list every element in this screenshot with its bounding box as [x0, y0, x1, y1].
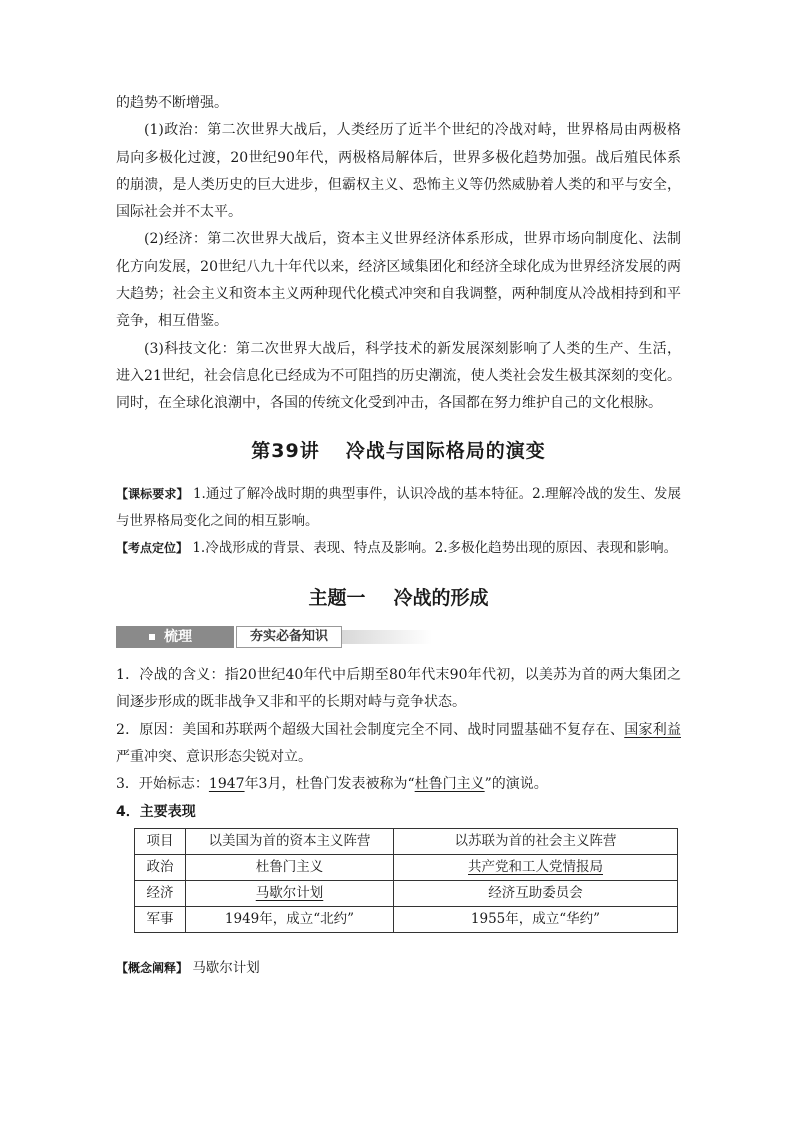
banner-review: [116, 626, 234, 648]
table-cell: 军事: [135, 906, 186, 932]
intro-trend-line: 的趋势不断增强。: [116, 95, 228, 111]
table-header-cell: 以苏联为首的社会主义阵营: [394, 828, 678, 854]
curriculum-requirement-text: 1.通过了解冷战时期的典型事件，认识冷战的基本特征。2.理解冷战的发生、发展与世界格局变化之间的相互影响。: [116, 485, 681, 530]
curriculum-requirement: [116, 481, 681, 536]
table-cell: 1955年，成立“华约”: [394, 906, 678, 932]
banner-fade-decoration: [342, 630, 432, 644]
table-cell: [186, 880, 394, 906]
intro-politics: (1)政治：第二次世界大战后，人类经历了近半个世纪的冷战对峙，世界格局由两极格局向多极化过渡，20世纪90年代，两极格局解体后，世界多极化趋势加强。战后殖民体系的崩溃，是人类历史的巨大进步，但霸权主义、恐怖主义等仍然威胁着人类的和平与安全，国际社会并不太平。: [116, 122, 681, 221]
item-start-text: 年3月，杜鲁门发表被称为“: [244, 776, 415, 793]
cold-war-table: [134, 828, 678, 933]
item-definition-text: 指20世纪40年代中后期至80年代末90年代初，以美苏为首的两大集团之间逐步形成的既非战争又非和平的长期对峙与竞争状态。: [116, 667, 681, 711]
item-definition: [116, 662, 681, 717]
truman-doctrine-term: 杜鲁门主义: [414, 776, 485, 793]
table-row: [135, 854, 678, 880]
item-start-text-end: ”的演说。: [484, 776, 548, 793]
cominform-term: 共产党和工人党情报局: [468, 858, 603, 875]
marshall-plan-term: 马歇尔计划: [255, 884, 324, 901]
theme-name: 冷战的形成: [393, 586, 489, 609]
item-cause-text-end: 严重冲突、意识形态尖锐对立。: [116, 748, 312, 765]
concept-text: 马歇尔计划: [192, 959, 260, 976]
theme-number: 主题一: [308, 586, 366, 609]
lesson-name: 冷战与国际格局的演变: [345, 439, 546, 462]
item-cause: [116, 717, 681, 772]
table-cell: 杜鲁门主义: [186, 854, 394, 880]
item-start-mark: [116, 771, 681, 798]
intro-economy: (2)经济：第二次世界大战后，资本主义世界经济体系形成，世界市场向制度化、法制化方向发展，20世纪八九十年代以来，经济区域集团化和经济全球化成为世界经济发展的两大趋势；社会主义和资本主义两种现代化模式冲突和自我调整，两种制度从冷战相持到和平竞争，相互借鉴。: [116, 231, 681, 330]
item-cause-text: 美国和苏联两个超级大国社会制度完全不同、战时同盟基础不复存在、: [182, 721, 625, 738]
concept-tag: 【概念阐释】: [116, 960, 189, 975]
exam-focus-tag: 【考点定位】: [116, 541, 189, 556]
national-interest-term: 国家利益: [624, 721, 681, 738]
table-cell: 政治: [135, 854, 186, 880]
theme-title: [116, 585, 681, 612]
table-cell: 经济: [135, 880, 186, 906]
intro-culture: (3)科技文化：第二次世界大战后，科学技术的新发展深刻影响了人类的生产、生活，进入21世纪，社会信息化已经成为不可阻挡的历史潮流，使人类社会发生极其深刻的变化。同时，在全球化浪潮中，各国的传统文化受到冲击，各国都在努力维护自己的文化根脉。: [116, 340, 681, 412]
page-content: [116, 90, 681, 982]
table-row: [135, 880, 678, 906]
square-bullet-icon: [149, 634, 155, 640]
item-definition-label: 1．冷战的含义：: [116, 667, 225, 684]
table-cell: [394, 854, 678, 880]
banner-subtitle: 夯实必备知识: [236, 626, 342, 648]
item-cause-label: 2．原因：: [116, 721, 183, 738]
table-cell: 经济互助委员会: [394, 880, 678, 906]
lesson-title: [116, 438, 681, 465]
banner-review-label: 梳理: [164, 629, 192, 646]
item-start-label: 3．开始标志：: [116, 776, 209, 793]
lesson-number: 第39讲: [251, 439, 320, 462]
table-header-row: [135, 828, 678, 854]
concept-explanation: [116, 955, 681, 982]
item-manifestation-label: 4．主要表现: [116, 803, 196, 820]
section-banner: [116, 626, 432, 650]
exam-focus: [116, 535, 681, 562]
table-header-cell: 项目: [135, 828, 186, 854]
curriculum-requirement-tag: 【课标要求】: [116, 486, 189, 501]
start-year: 1947: [208, 776, 245, 793]
item-manifestation: [116, 799, 681, 826]
table-cell: 1949年，成立“北约”: [186, 906, 394, 932]
table-header-cell: 以美国为首的资本主义阵营: [186, 828, 394, 854]
table-row: [135, 906, 678, 932]
exam-focus-text: 1.冷战形成的背景、表现、特点及影响。2.多极化趋势出现的原因、表现和影响。: [192, 540, 678, 557]
